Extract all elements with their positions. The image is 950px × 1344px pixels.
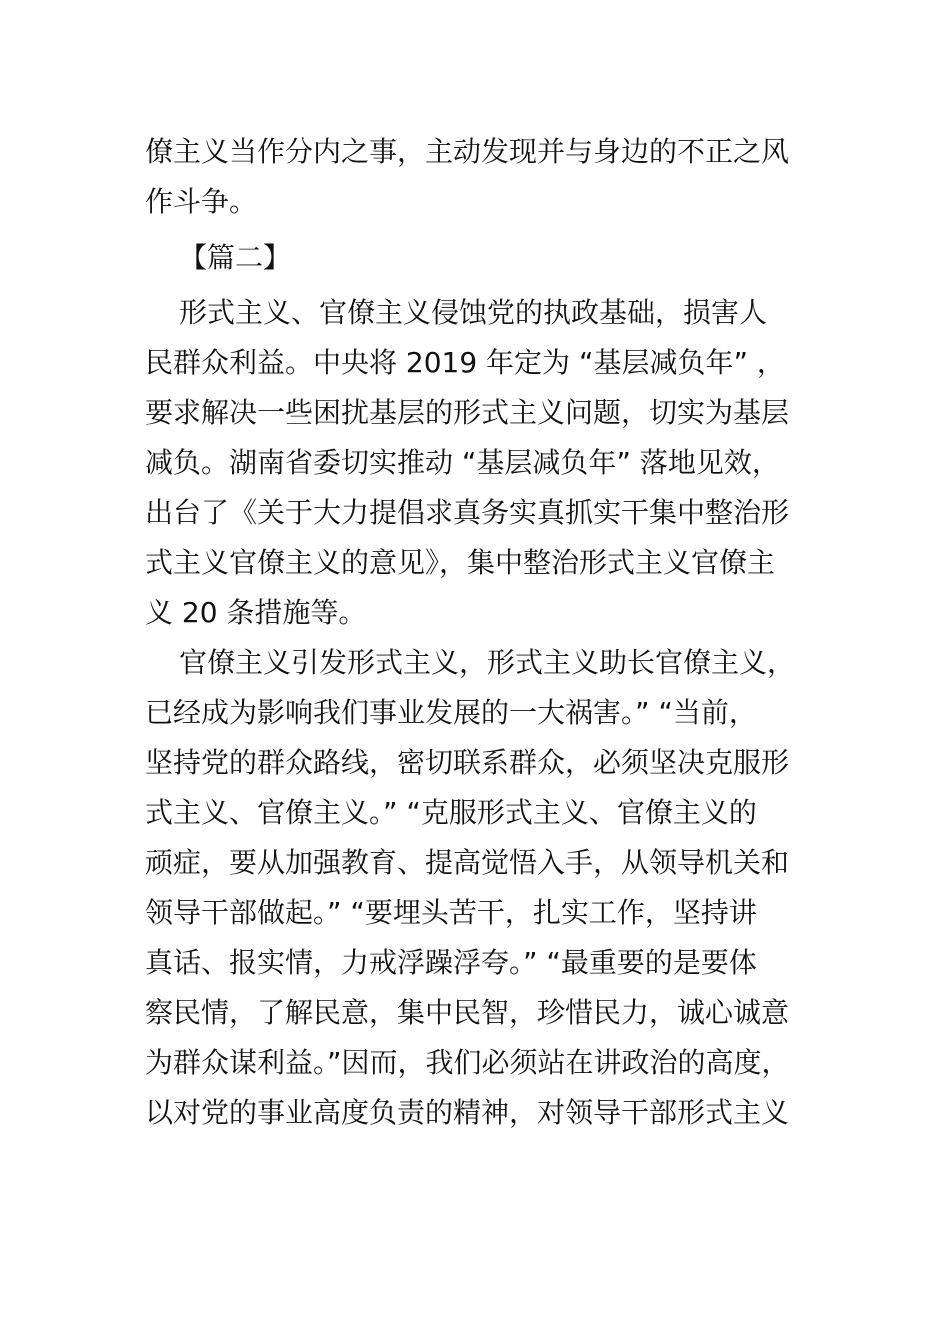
text-line: 式主义、官僚主义。” “克服形式主义、官僚主义的 — [145, 796, 757, 829]
text-line: 官僚主义引发形式主义，形式主义助长官僚主义， — [179, 646, 796, 679]
text-line: 领导干部做起。” “要埋头苦干，扎实工作，坚持讲 — [145, 896, 757, 929]
paragraph-continuation — [145, 127, 817, 227]
text-line: 减负。湖南省委切实推动 “基层减负年” 落地见效， — [145, 446, 780, 479]
text-line: 义 20 条措施等。 — [145, 596, 367, 629]
text-line: 僚主义当作分内之事，主动发现并与身边的不正之风 — [145, 135, 790, 168]
text-line: 要求解决一些困扰基层的形式主义问题，切实为基层 — [145, 396, 790, 429]
text-line: 民群众利益。中央将 2019 年定为 “基层减负年” ， — [145, 346, 785, 379]
text-line: 作斗争。 — [145, 185, 258, 218]
paragraph-intro — [145, 288, 817, 638]
text-line: 为群众谋利益。”因而，我们必须站在讲政治的高度， — [145, 1046, 790, 1079]
text-line: 坚持党的群众路线，密切联系群众，必须坚决克服形 — [145, 746, 790, 779]
text-line: 真话、报实情，力戒浮躁浮夸。” “最重要的是要体 — [145, 946, 757, 979]
paragraph-quotes — [145, 638, 817, 1138]
text-line: 形式主义、官僚主义侵蚀党的执政基础，损害人 — [179, 296, 768, 329]
text-line: 察民情，了解民意，集中民智，珍惜民力，诚心诚意 — [145, 996, 790, 1029]
text-line: 出台了《关于大力提倡求真务实真抓实干集中整治形 — [145, 496, 790, 529]
section-heading-block — [145, 233, 817, 283]
section-heading: 【篇二】 — [179, 241, 292, 274]
text-line: 顽症，要从加强教育、提高觉悟入手，从领导机关和 — [145, 846, 790, 879]
text-line: 以对党的事业高度负责的精神，对领导干部形式主义 — [145, 1096, 790, 1129]
text-line: 已经成为影响我们事业发展的一大祸害。” “当前， — [145, 696, 757, 729]
text-line: 式主义官僚主义的意见》，集中整治形式主义官僚主 — [145, 546, 776, 579]
